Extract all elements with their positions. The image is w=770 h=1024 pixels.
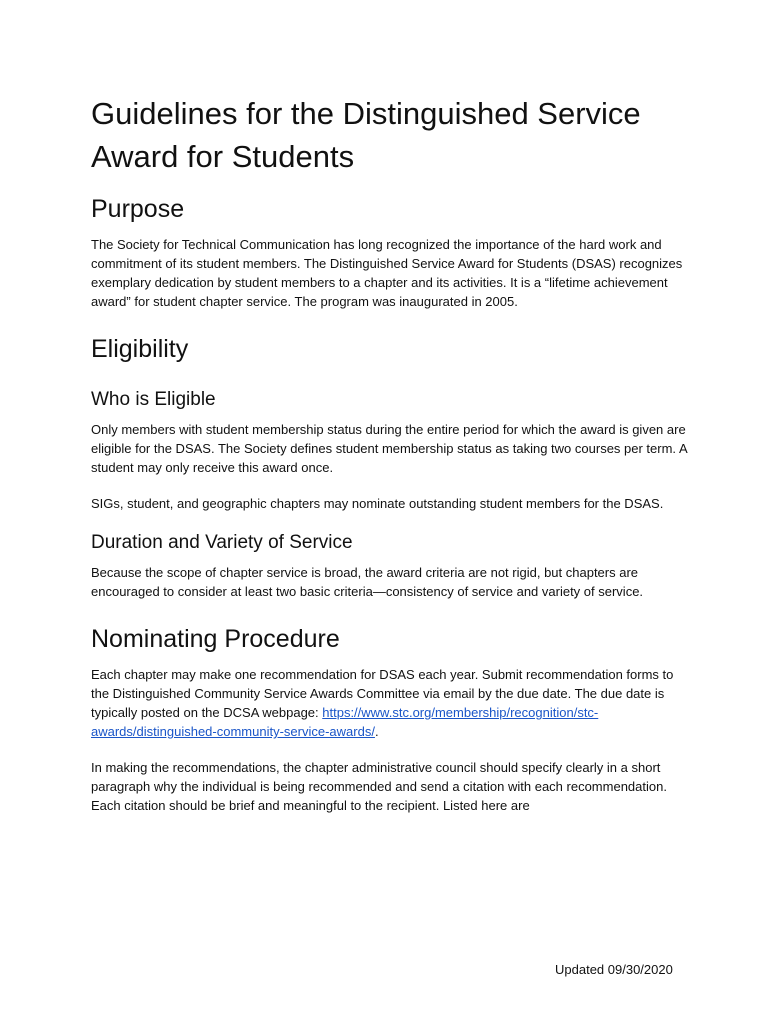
document-title <box>91 92 691 178</box>
nominating-paragraph-1-text: Each chapter may make one recommendation for DSAS each year. Submit recommendation forms to the Distinguished Community Service Awards Committee via email by the due date. The due date is typically posted on the DCSA webpage: <box>91 667 674 720</box>
who-is-eligible-paragraph-2: SIGs, student, and geographic chapters may nominate outstanding student members for the DSAS. <box>91 496 664 511</box>
purpose-heading: Purpose <box>91 195 185 223</box>
who-is-eligible-paragraph-1: Only members with student membership status during the entire period for which the award is given are eligible for the DSAS. The Society defines student membership status as taking two courses per term. A student may only receive this award once. <box>91 422 687 475</box>
dcsa-webpage-link[interactable]: https://www.stc.org/membership/recognition/stc-awards/distinguished-community-service-awards/ <box>91 705 599 739</box>
duration-paragraph: Because the scope of chapter service is broad, the award criteria are not rigid, but chapters are encouraged to consider at least two basic criteria—consistency of service and variety of service. <box>91 565 644 599</box>
updated-date-footer: Updated 09/30/2020 <box>555 962 673 977</box>
duration-heading: Duration and Variety of Service <box>91 532 353 553</box>
title-line-1: Guidelines for the Distinguished Service <box>91 96 641 131</box>
nominating-heading: Nominating Procedure <box>91 625 340 653</box>
who-is-eligible-heading: Who is Eligible <box>91 389 216 410</box>
document-page <box>91 92 691 832</box>
eligibility-heading: Eligibility <box>91 335 189 363</box>
nominating-paragraph-2: In making the recommendations, the chapter administrative council should specify clearly in a short paragraph why the individual is being recommended and send a citation with each recommendation. Each citation should be brief and meaningful to the recipient. Listed here are <box>91 760 667 813</box>
title-line-2: Award for Students <box>91 139 355 174</box>
nominating-paragraph-1-end: . <box>374 724 379 739</box>
nominating-paragraph-1 <box>91 665 691 741</box>
purpose-paragraph: The Society for Technical Communication has long recognized the importance of the hard work and commitment of its student members. The Distinguished Service Award for Students (DSAS) recognizes exemplary dedication by student members to a chapter and its activities. It is a “lifetime achievement award” for student chapter service. The program was inaugurated in 2005. <box>91 237 683 309</box>
